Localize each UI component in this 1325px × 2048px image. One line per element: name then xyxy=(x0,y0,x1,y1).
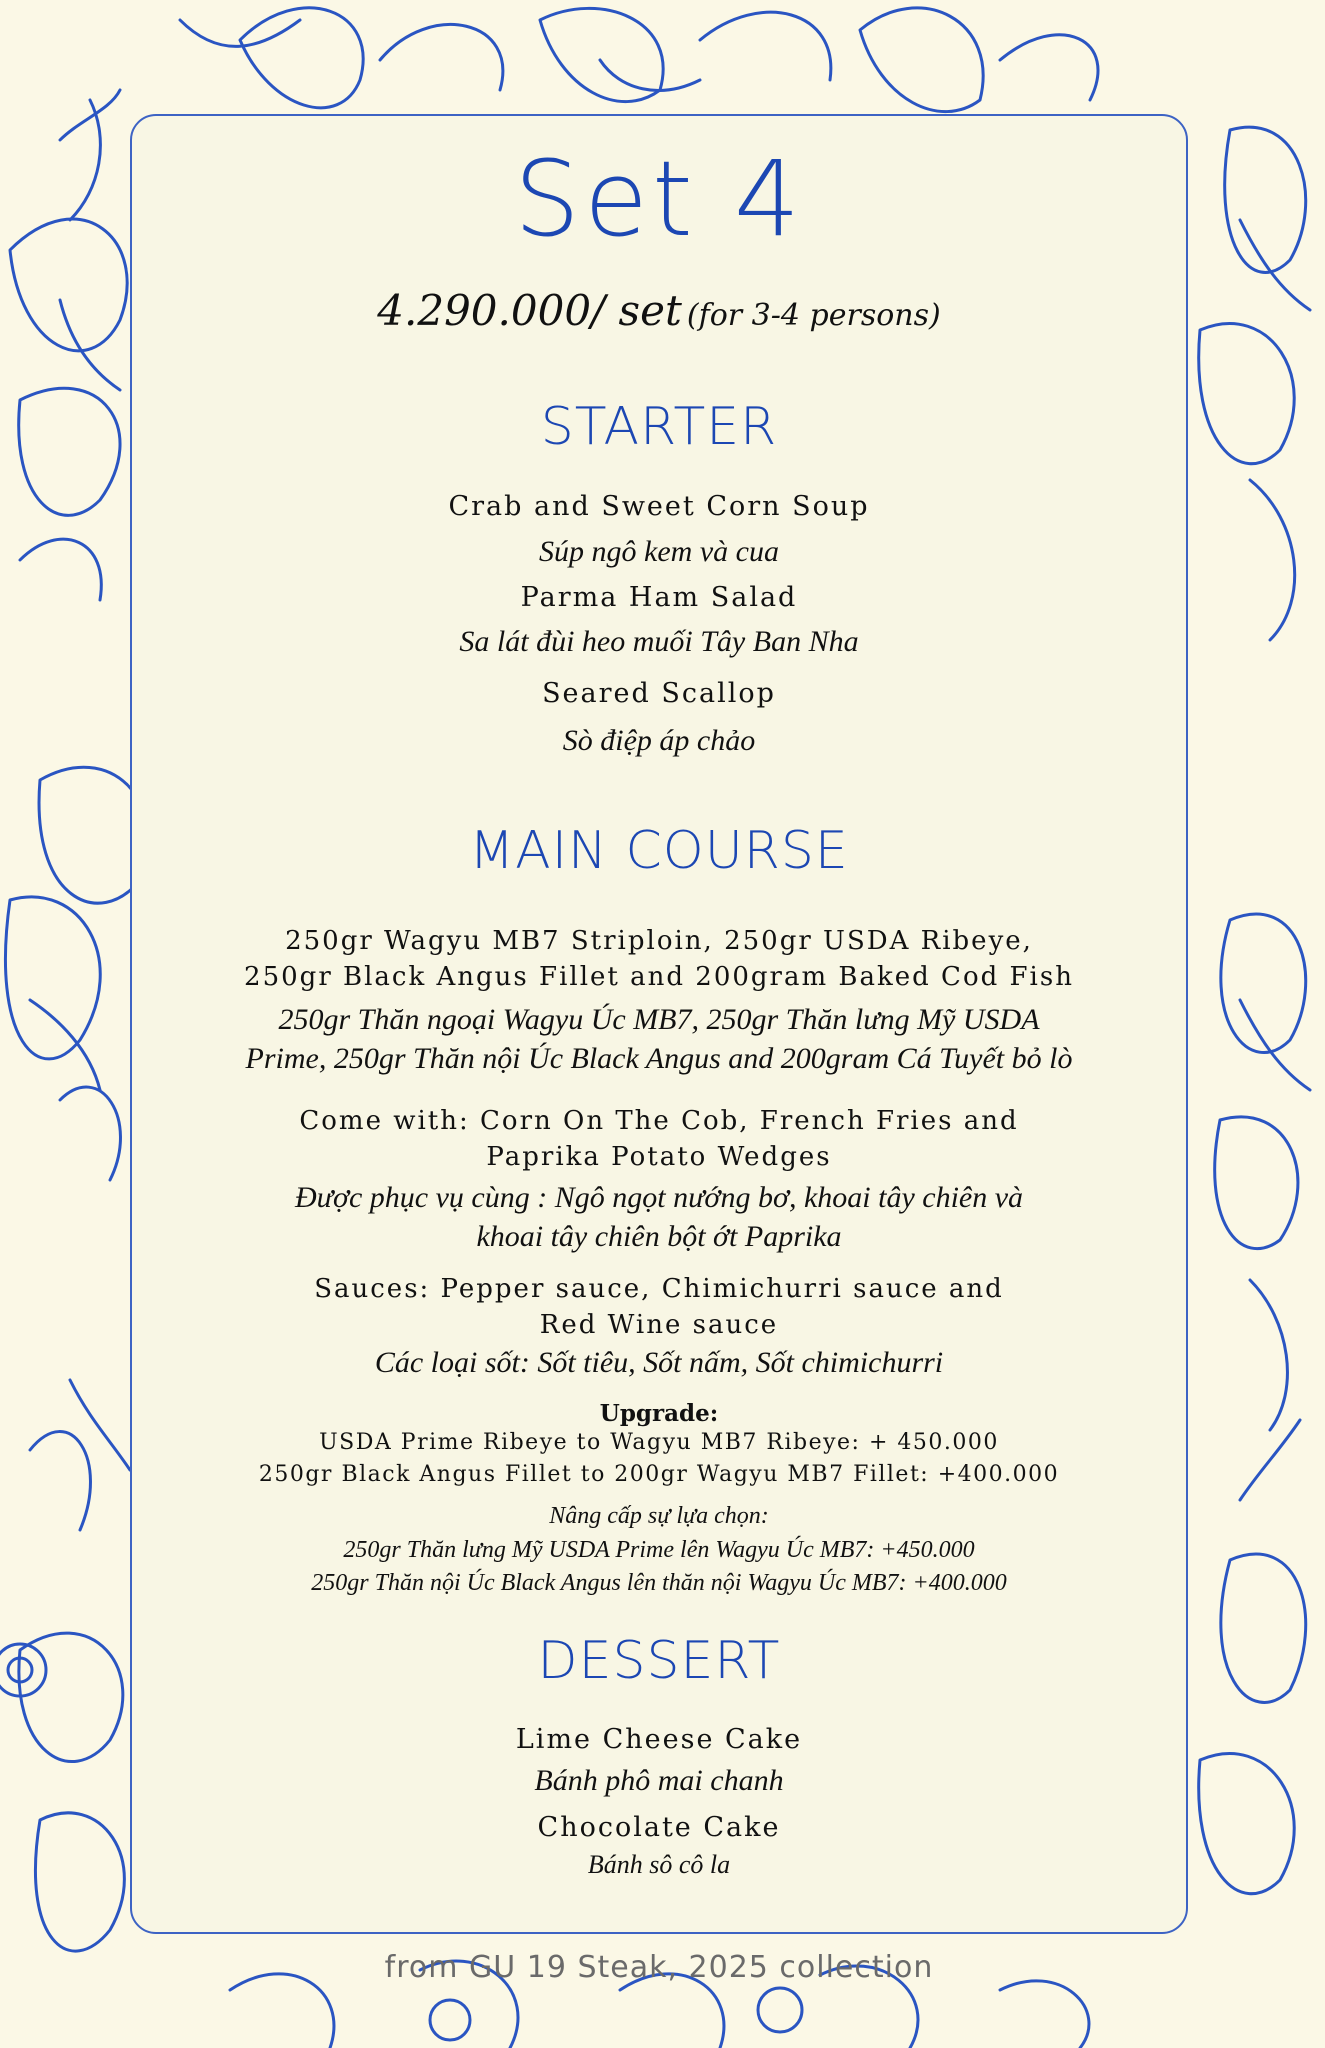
starter-heading: STARTER xyxy=(540,397,778,457)
upgrade-translation xyxy=(130,1500,1188,1601)
main-dish-translation xyxy=(130,1000,1188,1078)
upgrade-vi-line: 250gr Thăn nội Úc Black Angus lên thăn nội Wagyu Úc MB7: +400.000 xyxy=(311,1570,1007,1597)
dessert-item-en: Lime Cheese Cake xyxy=(515,1724,803,1755)
main-dish xyxy=(130,924,1188,996)
dessert-item-vi: Bánh sô cô la xyxy=(587,1850,731,1879)
sauces-translation xyxy=(130,1343,1188,1382)
main-dish-vi-line: 250gr Thăn ngoại Wagyu Úc MB7, 250gr Thăn lưng Mỹ USDA xyxy=(278,1003,1040,1036)
starter-item-en: Seared Scallop xyxy=(542,678,776,709)
main-dish-vi-line: Prime, 250gr Thăn nội Úc Black Angus and 200gram Cá Tuyết bỏ lò xyxy=(245,1042,1073,1075)
sauces-en-line: Red Wine sauce xyxy=(539,1309,779,1340)
footer-collection: from GU 19 Steak, 2025 collection xyxy=(384,1950,934,1985)
dessert-heading: DESSERT xyxy=(537,1631,781,1691)
starter-item-en: Crab and Sweet Corn Soup xyxy=(448,491,870,522)
set-price: 4.290.000/ set xyxy=(377,286,682,335)
starter-item-translation xyxy=(130,721,1188,760)
starter-item xyxy=(130,489,1188,524)
starter-item-translation xyxy=(130,622,1188,661)
starter-item-vi: Sò điệp áp chảo xyxy=(562,724,756,757)
sides-en-line: Come with: Corn On The Cob, French Fries and xyxy=(299,1106,1019,1136)
upgrade-en-line: USDA Prime Ribeye to Wagyu MB7 Ribeye: + 450.000 xyxy=(319,1430,999,1455)
sides xyxy=(130,1104,1188,1176)
sides-en-line: Paprika Potato Wedges xyxy=(486,1141,832,1172)
dessert-item-vi: Bánh phô mai chanh xyxy=(534,1764,784,1797)
sides-vi-line: khoai tây chiên bột ớt Paprika xyxy=(476,1220,842,1253)
sauces-en-line: Sauces: Pepper sauce, Chimichurri sauce and xyxy=(314,1274,1004,1304)
sauces xyxy=(130,1272,1188,1344)
sides-translation xyxy=(130,1178,1188,1256)
main-dish-en-line: 250gr Wagyu MB7 Striploin, 250gr USDA Ribeye, xyxy=(285,926,1033,956)
dessert-item xyxy=(130,1810,1188,1845)
starter-item-translation xyxy=(130,532,1188,571)
upgrade-vi-line: 250gr Thăn lưng Mỹ USDA Prime lên Wagyu Úc MB7: +450.000 xyxy=(343,1536,975,1563)
main-course-heading: MAIN COURSE xyxy=(469,821,849,881)
upgrade-label: Upgrade: xyxy=(599,1400,719,1427)
starter-item-en: Parma Ham Salad xyxy=(520,582,798,613)
starter-item-vi: Súp ngô kem và cua xyxy=(539,535,779,568)
price-line xyxy=(130,286,1188,336)
starter-item xyxy=(130,676,1188,711)
dessert-item-translation xyxy=(130,1761,1188,1800)
starter-item xyxy=(130,580,1188,615)
sides-vi-line: Được phục vụ cùng : Ngô ngọt nướng bơ, khoai tây chiên và xyxy=(294,1181,1024,1214)
persons-note: (for 3-4 persons) xyxy=(686,298,941,333)
dessert-item xyxy=(130,1722,1188,1757)
sauces-vi: Các loại sốt: Sốt tiêu, Sốt nấm, Sốt chimichurri xyxy=(374,1346,944,1379)
dessert-item-en: Chocolate Cake xyxy=(537,1812,781,1843)
upgrade-block xyxy=(130,1400,1188,1491)
dessert-item-translation xyxy=(130,1848,1188,1882)
upgrade-vi-label: Nâng cấp sự lựa chọn: xyxy=(549,1503,769,1529)
upgrade-en-line: 250gr Black Angus Fillet to 200gr Wagyu MB7 Fillet: +400.000 xyxy=(258,1461,1060,1487)
main-dish-en-line: 250gr Black Angus Fillet and 200gram Baked Cod Fish xyxy=(244,961,1074,992)
starter-item-vi: Sa lát đùi heo muối Tây Ban Nha xyxy=(459,625,859,658)
set-title: Set 4 xyxy=(513,138,804,260)
